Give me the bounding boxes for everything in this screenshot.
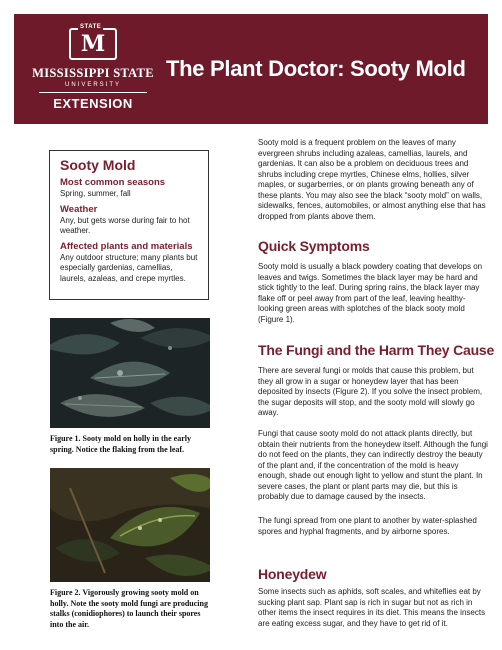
intro-paragraph: Sooty mold is a frequent problem on the leaves of many evergreen shrubs including azaleas, camellias, laurels, and gardenias. It can also be a problem on deciduous trees and shrubs including crepe myrtles, Chinese elms, hollies, silver maples, or sugarberries, or on plants growing beneath any of these plants. You may also see the black “sooty mold” on walls, sidewalks, fences, automobiles, or almost anything else that has dropped from plants above them. — [258, 138, 486, 221]
quick-symptoms-body — [258, 262, 488, 325]
honeydew-heading: Honeydew — [258, 566, 327, 582]
info-box-title: Sooty Mold — [60, 157, 136, 173]
growing-sooty-mold-photo — [50, 468, 210, 582]
fungi-body-2 — [258, 429, 488, 503]
fungi-body-3 — [258, 516, 488, 537]
affected-plants-heading: Affected plants and materials — [60, 240, 193, 252]
affected-plants-text: Any outdoor structure; many plants but especially gardenias, camellias, laurels, azaleas, and crepe myrtles. — [60, 252, 198, 283]
sooty-mold-info-box — [49, 150, 209, 300]
fungi-paragraph-3: The fungi spread from one plant to another by water-splashed spores and hyphal fragments, and by airborne spores. — [258, 516, 477, 536]
honeydew-body — [258, 587, 488, 629]
page-title: The Plant Doctor: Sooty Mold — [166, 56, 466, 81]
logo-extension-label: EXTENSION — [53, 96, 133, 111]
fungi-paragraph-1: There are several fungi or molds that cause this problem, but they all grow in a sugar or honeydew layer that has been deposited by insects (Figure 2). If you solve the insect problem, the sugar deposits will stop, and the sooty mold will slowly go away. — [258, 366, 483, 417]
figure-1-caption: Figure 1. Sooty mold on holly in the early spring. Notice the flaking from the leaf. — [50, 434, 191, 454]
weather-text: Any, but gets worse during fair to hot weather. — [60, 215, 190, 235]
logo-university-name: MISSISSIPPI STATE — [32, 66, 154, 80]
logo-state-text: STATE — [80, 24, 102, 30]
logo-divider — [39, 92, 147, 93]
honeydew-paragraph: Some insects such as aphids, soft scales, and whiteflies eat by sucking plant sap. Plant sap is rich in sugar but not as rich in other items the insect requires in its diet. This means the insects are eating excess sugar, and they have to get rid of it. — [258, 587, 486, 628]
fungi-section — [258, 342, 495, 358]
seasons-heading: Most common seasons — [60, 177, 166, 188]
quick-symptoms-paragraph: Sooty mold is usually a black powdery coating that develops on leaves and twigs. Sometimes the black layer may be hard and stick tightly to the leaf. During spring rains, the black layer may flake off or peel away from part of the leaf, leaving healthy-looking green areas with splotches of the black sooty mold (Figure 1). — [258, 262, 483, 324]
header-banner — [14, 14, 488, 124]
quick-symptoms-heading: Quick Symptoms — [258, 238, 370, 254]
fungi-heading: The Fungi and the Harm They Cause — [258, 342, 495, 358]
holly-sooty-mold-photo — [50, 318, 210, 428]
msu-extension-logo — [32, 24, 154, 116]
seasons-text: Spring, summer, fall — [60, 189, 131, 198]
quick-symptoms-section — [258, 238, 488, 254]
fungi-body-1 — [258, 366, 488, 419]
logo-university-label: UNIVERSITY — [64, 82, 121, 88]
weather-heading: Weather — [60, 203, 98, 215]
msu-m-mark — [69, 24, 117, 60]
honeydew-section — [258, 566, 488, 582]
logo-m-letter: M — [80, 31, 106, 57]
figure-2-caption: Figure 2. Vigorously growing sooty mold on holly. Note the sooty mold fungi are producing stalks (conidiophores) to launch their spores into the air. — [50, 588, 208, 629]
fungi-paragraph-2: Fungi that cause sooty mold do not attack plants directly, but obtain their nutrients from the honeydew itself. Although the fungi do not feed on the plants, they can indirectly destroy the beauty of the plant and, if the concentration of the mold is heavy enough, shade out enough light to yellow and stunt the plant. In severe cases, the plant or plant parts may die, but this is probably due to damage caused by the insects. — [258, 429, 488, 501]
article-intro — [258, 138, 488, 222]
